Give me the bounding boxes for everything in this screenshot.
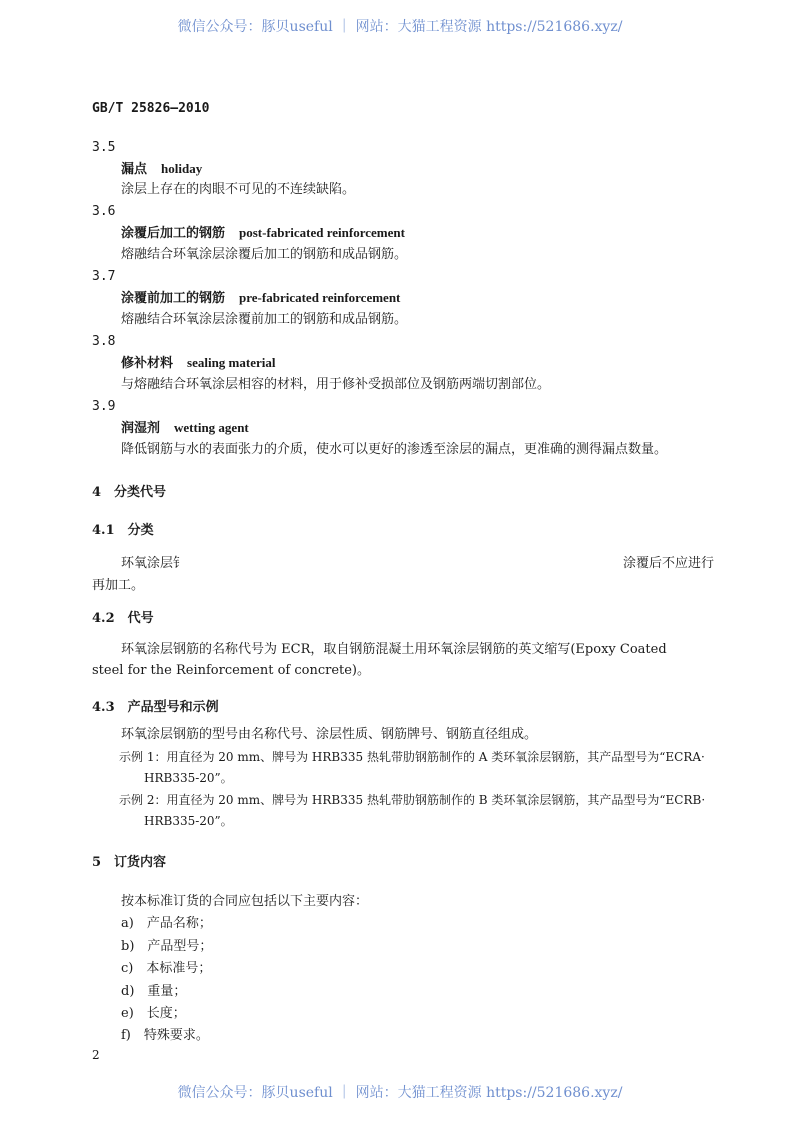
- order-item: d) 重量；: [121, 984, 187, 999]
- term-definition: 降低钢筋与水的表面张力的介质，使水可以更好的渗透至涂层的漏点，更准确的测得漏点数量。: [121, 442, 668, 457]
- section-4-2-heading: 4.2 代号: [92, 611, 154, 626]
- section-4-1-text-cont: 再加工。: [92, 578, 145, 593]
- term-definition: 熔融结合环氧涂层涂覆后加工的钢筋和成品钢筋。: [121, 247, 408, 262]
- term-definition: 熔融结合环氧涂层涂覆前加工的钢筋和成品钢筋。: [121, 312, 408, 327]
- section-5-heading: 5 订货内容: [92, 855, 167, 870]
- example-2: 示例 2：用直径为 20 mm、牌号为 HRB335 热轧带肋钢筋制作的 B 类环氧涂层钢筋，其产品型号为“ECRB·: [119, 793, 706, 807]
- term-number: 3.8: [92, 334, 116, 349]
- order-item: e) 长度；: [121, 1006, 186, 1021]
- term-en: wetting agent: [174, 420, 249, 435]
- term-definition: 涂层上存在的肉眼不可见的不连续缺陷。: [121, 182, 356, 197]
- term-zh: 涂覆前加工的钢筋: [121, 291, 226, 306]
- term-number: 3.6: [92, 204, 116, 219]
- order-item: c) 本标准号；: [121, 961, 212, 976]
- example-1: 示例 1：用直径为 20 mm、牌号为 HRB335 热轧带肋钢筋制作的 A 类环氧涂层钢筋，其产品型号为“ECRA·: [119, 750, 705, 764]
- section-4-1-heading: 4.1 分类: [92, 523, 154, 538]
- term-en: sealing material: [187, 355, 276, 370]
- section-4-1-text-right: 涂覆后不应进行: [622, 556, 714, 571]
- section-5-intro: 按本标准订货的合同应包括以下主要内容：: [121, 894, 369, 909]
- section-4-1-text-left: 环氧涂层钅: [121, 556, 187, 571]
- term-zh: 涂覆后加工的钢筋: [121, 226, 226, 241]
- section-4-heading: 4 分类代号: [92, 485, 167, 500]
- term-zh: 修补材料: [121, 356, 174, 371]
- term-zh: 润湿剂: [121, 421, 161, 436]
- standard-header: GB/T 25826—2010: [92, 101, 210, 116]
- page-number: 2: [92, 1048, 100, 1062]
- section-4-2-para: 环氧涂层钢筋的名称代号为 ECR，取自钢筋混凝土用环氧涂层钢筋的英文缩写(Epoxy Coated: [121, 642, 667, 657]
- order-item: b) 产品型号；: [121, 939, 213, 954]
- term-en: pre-fabricated reinforcement: [239, 290, 401, 305]
- order-item: f) 特殊要求。: [121, 1028, 209, 1043]
- example-2-cont: HRB335-20”。: [144, 814, 233, 828]
- section-4-3-para: 环氧涂层钢筋的型号由名称代号、涂层性质、钢筋牌号、钢筋直径组成。: [121, 727, 538, 742]
- term-definition: 与熔融结合环氧涂层相容的材料，用于修补受损部位及钢筋两端切割部位。: [121, 377, 551, 392]
- term-en: post-fabricated reinforcement: [239, 225, 405, 240]
- order-item: a) 产品名称；: [121, 916, 212, 931]
- example-1-cont: HRB335-20”。: [144, 771, 233, 785]
- section-4-3-heading: 4.3 产品型号和示例: [92, 700, 219, 715]
- term-number: 3.5: [92, 140, 116, 155]
- term-zh: 漏点: [121, 162, 148, 177]
- term-en: holiday: [161, 161, 203, 176]
- term-number: 3.9: [92, 399, 116, 414]
- watermark-bottom: 微信公众号：豚贝useful ｜ 网站：大猫工程资源 https://521686.xyz/: [177, 1085, 623, 1101]
- term-number: 3.7: [92, 269, 116, 284]
- watermark-top: 微信公众号：豚贝useful ｜ 网站：大猫工程资源 https://521686.xyz/: [177, 19, 623, 35]
- section-4-2-para-cont: steel for the Reinforcement of concrete)。: [92, 663, 370, 678]
